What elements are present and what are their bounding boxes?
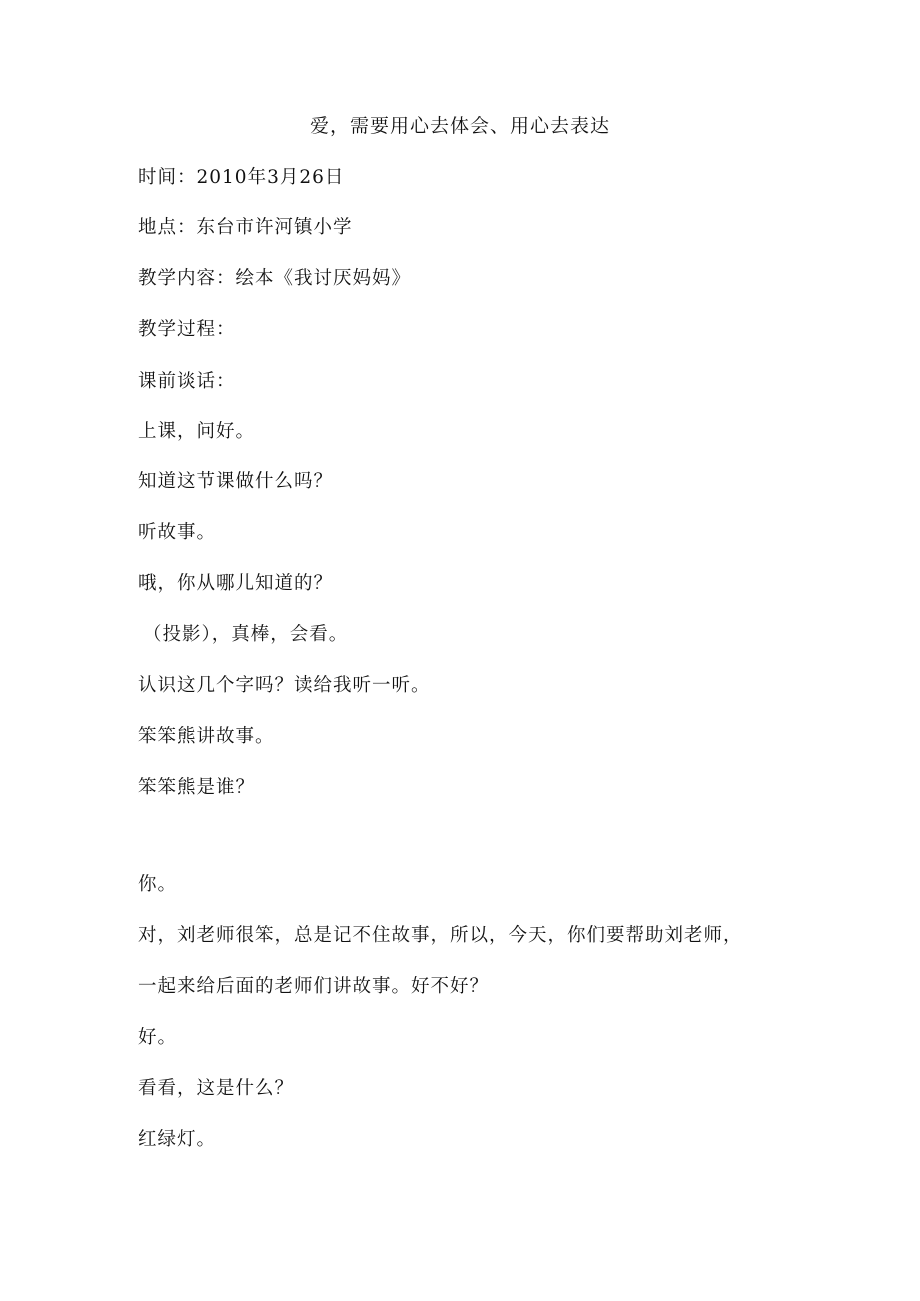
text-line: 上课，问好。 <box>138 421 256 442</box>
text-line: 一起来给后面的老师们讲故事。好不好？ <box>138 976 490 997</box>
text-line: 听故事。 <box>138 522 217 543</box>
text-line: 知道这节课做什么吗？ <box>138 471 334 492</box>
text-line: 笨笨熊是谁？ <box>138 777 256 798</box>
text-line: 红绿灯。 <box>138 1129 217 1150</box>
text-line-content: 教学内容：绘本《我讨厌妈妈》 <box>138 268 412 289</box>
text-line: 哦，你从哪儿知道的？ <box>138 573 334 594</box>
text-line: （投影），真棒，会看。 <box>143 624 349 645</box>
text-line-pre-class-talk: 课前谈话： <box>138 371 236 392</box>
text-line: 笨笨熊讲故事。 <box>138 726 275 747</box>
document-title: 爱，需要用心去体会、用心去表达 <box>309 115 610 137</box>
text-line: 好。 <box>138 1027 178 1048</box>
text-line: 认识这几个字吗？读给我听一听。 <box>138 675 431 696</box>
text-line-location: 地点：东台市许河镇小学 <box>138 217 353 238</box>
text-line: 对，刘老师很笨，总是记不住故事，所以，今天，你们要帮助刘老师， <box>138 925 743 946</box>
text-line-time: 时间：2010年3月26日 <box>138 167 345 188</box>
text-line: 看看，这是什么？ <box>138 1078 295 1099</box>
text-line: 你。 <box>138 874 178 895</box>
text-line-process: 教学过程： <box>138 319 236 340</box>
